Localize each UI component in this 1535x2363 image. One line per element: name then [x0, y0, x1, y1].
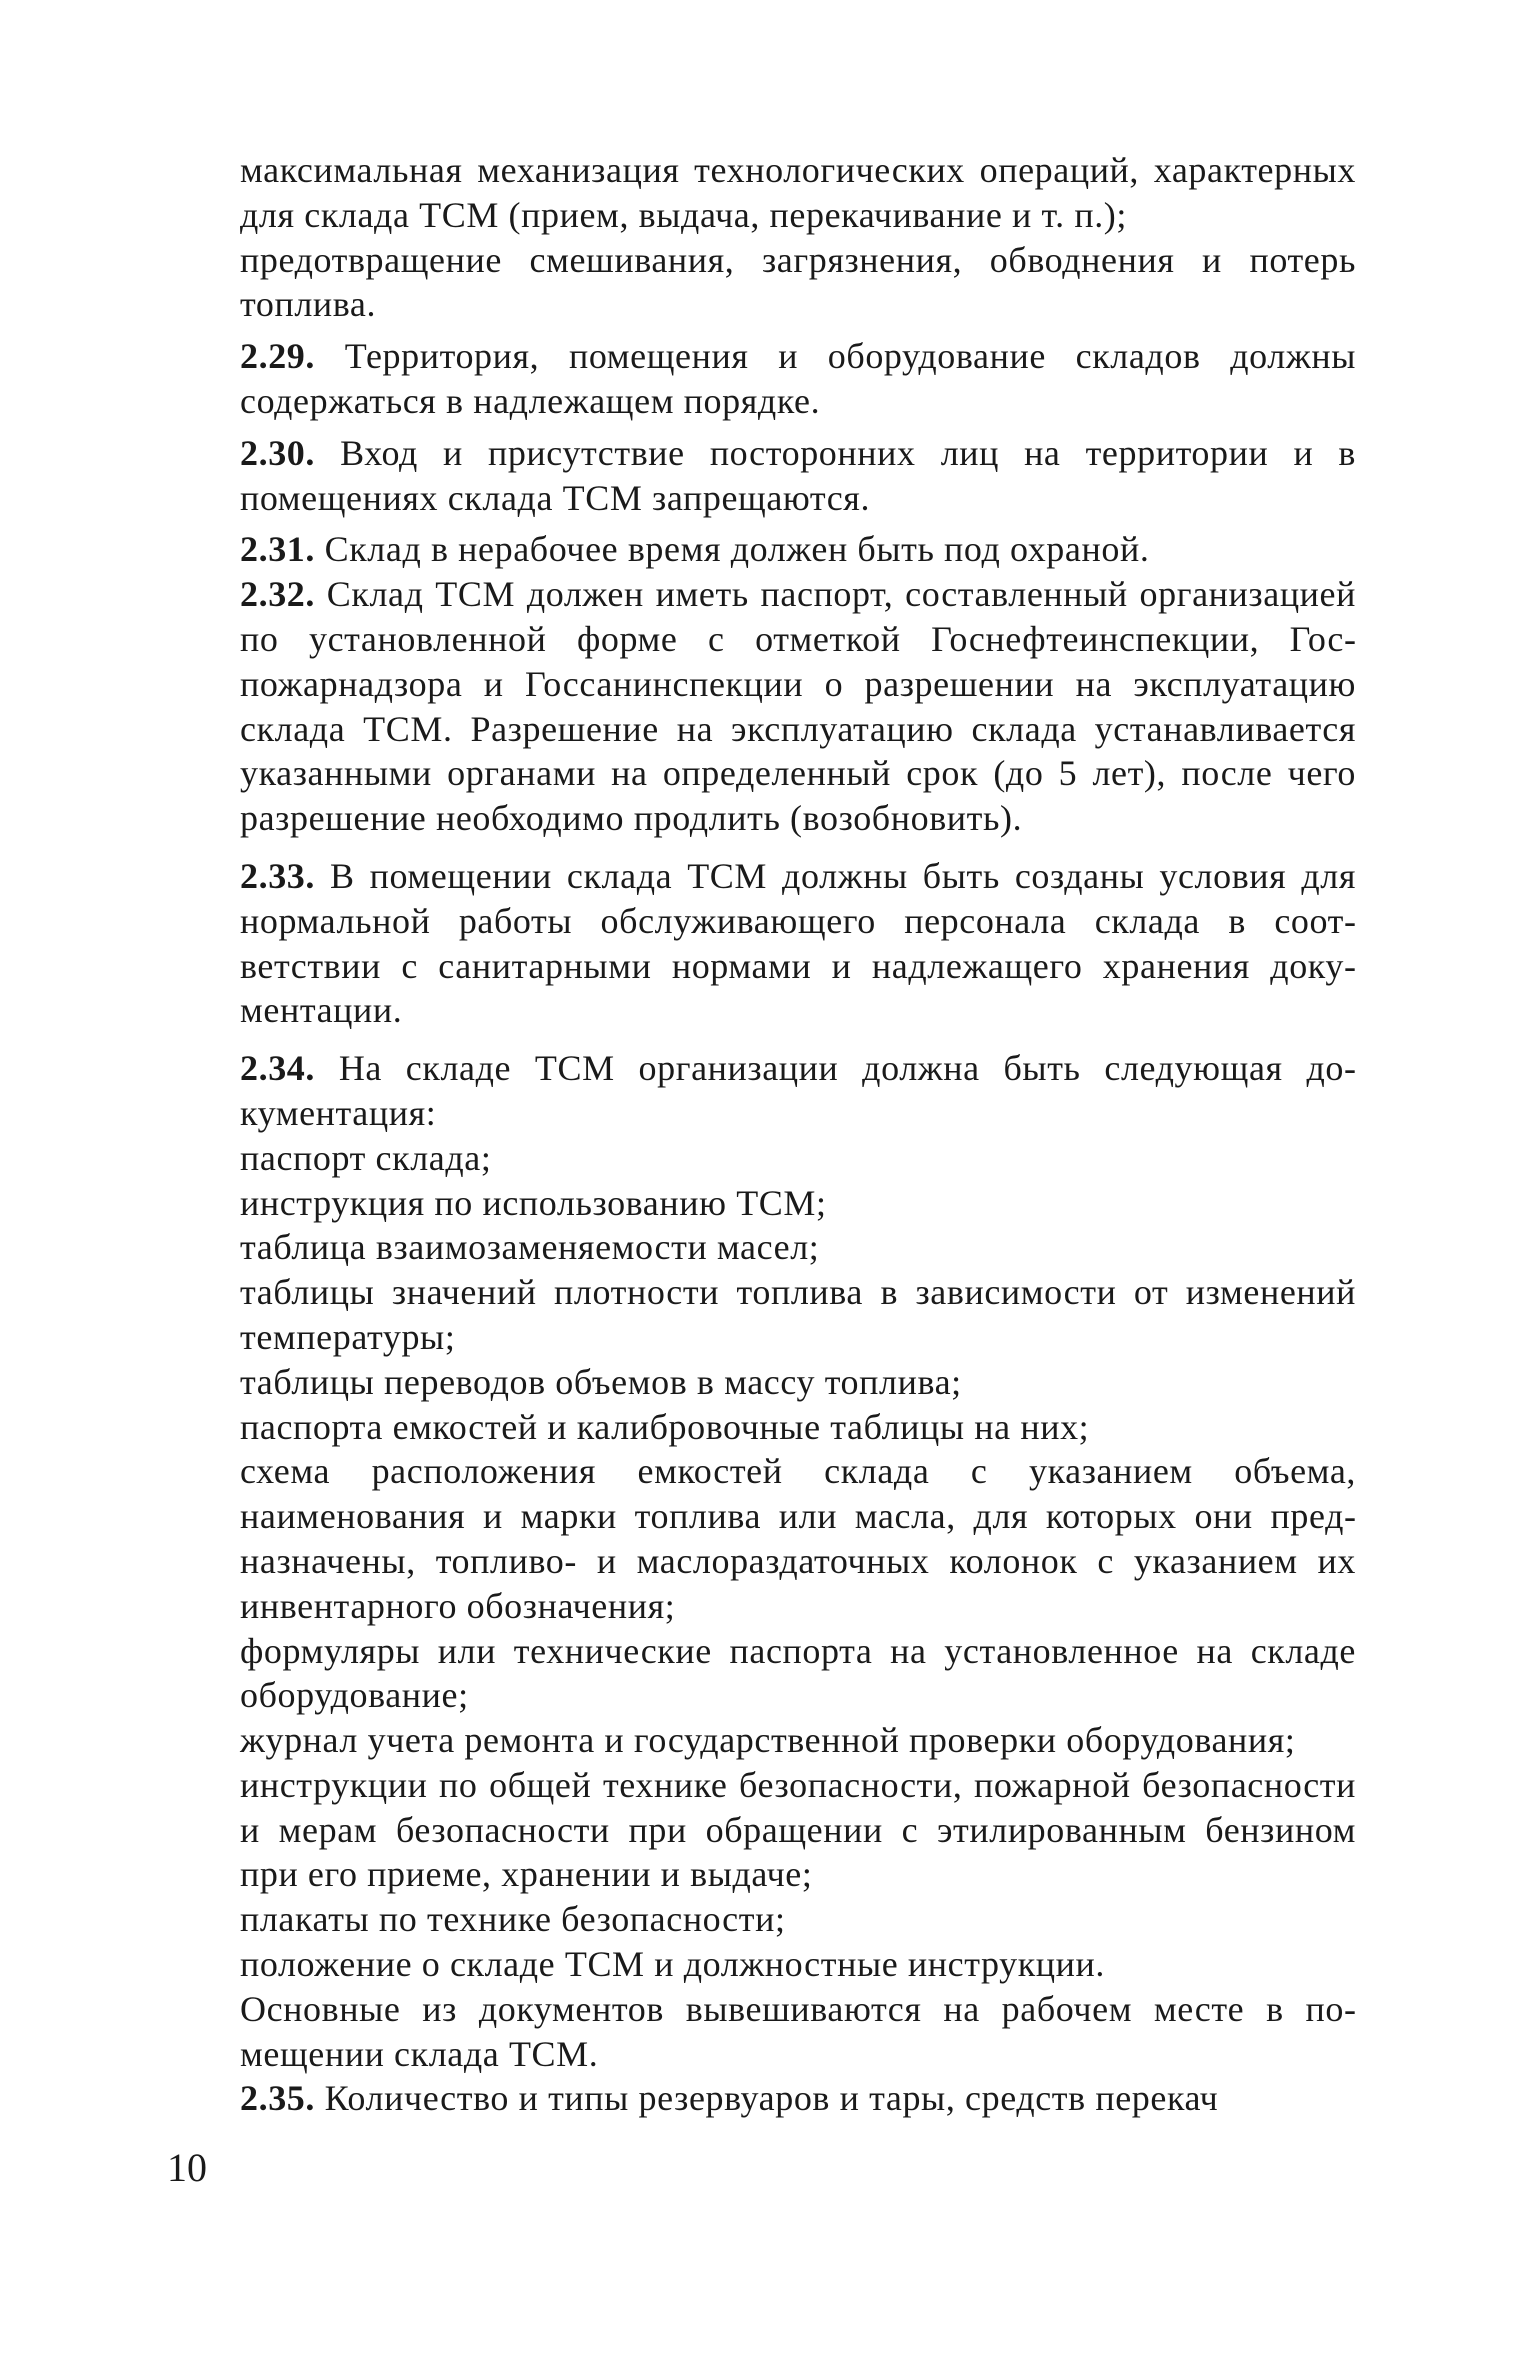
clause-text: Территория, помещения и оборудование складов должны содержаться в надлежащем порядке.	[240, 336, 1356, 421]
list-item: таблицы переводов объемов в массу топлива;	[240, 1361, 962, 1402]
list-item: паспорта емкостей и калибровочные таблицы на них;	[240, 1406, 1090, 1447]
paragraph-goal-prevention	[240, 238, 1356, 328]
clause-2-31	[240, 527, 1356, 572]
list-item: журнал учета ремонта и государственной проверки оборудования;	[240, 1720, 1296, 1761]
list-item: инструкции по общей технике безопасности, пожарной безопасности и мерам безопасности при обращении с этилированным бензином при его приеме, хранении и выдаче;	[240, 1764, 1356, 1895]
list-item: паспорт склада;	[240, 1137, 492, 1178]
clause-2-35	[240, 2076, 1356, 2121]
clause-text: Количество и типы резервуаров и тары, средств перекач	[324, 2078, 1219, 2119]
clause-number: 2.35.	[240, 2078, 315, 2119]
paragraph-text: Основные из документов вывешиваются на рабочем месте в помещении склада ТСМ.	[240, 1988, 1356, 2074]
documentation-list	[240, 1136, 1356, 1987]
list-item: схема расположения емкостей склада с указанием объема, наименования и марки топлива или масла, для которых они предназначены, топливо- и маслораздаточных колонок с указанием их инвентарного обозначения;	[240, 1451, 1356, 1626]
clause-2-29	[240, 334, 1356, 424]
paragraph-text: предотвращение смешивания, загрязнения, обводнения и потерь топлива.	[240, 239, 1356, 325]
clause-text: Склад ТСМ должен иметь паспорт, составленный организацией по установленной форме с отметкой Госнефтеинспекции, Госпожарнадзора и Госсанинспекции о разрешении на эксплуатацию склада ТСМ. Разрешение на эксплуатацию склада устанавливается указанными органами на определенный срок (до 5 лет), после чего разрешение необходимо продлить (возобновить).	[240, 574, 1356, 839]
clause-text: Вход и присутствие посторонних лиц на территории и в помещениях склада ТСМ запрещаются.	[240, 432, 1356, 518]
list-item: таблица взаимозаменяемости масел;	[240, 1227, 820, 1268]
paragraph-closing	[240, 1987, 1356, 2077]
list-item: инструкция по использованию ТСМ;	[240, 1182, 827, 1223]
clause-text: В помещении склада ТСМ должны быть созданы условия для нормальной работы обслуживающего персонала склада в соответствии с санитарными нормами и надлежащего хранения документации.	[240, 855, 1356, 1031]
clause-number: 2.33.	[240, 855, 315, 896]
clause-number: 2.34.	[240, 1048, 315, 1089]
page-body	[240, 148, 1356, 2121]
paragraph-text: максимальная механизация технологических операций, характерных для склада ТСМ (прием, выдача, перекачивание и т. п.);	[240, 150, 1356, 235]
list-item: формуляры или технические паспорта на установленное на складе оборудование;	[240, 1630, 1356, 1716]
clause-number: 2.31.	[240, 529, 315, 570]
clause-number: 2.32.	[240, 574, 315, 615]
list-item: таблицы значений плотности топлива в зависимости от изменений температуры;	[240, 1272, 1356, 1357]
clause-text: На складе ТСМ организации должна быть следующая документация:	[240, 1048, 1356, 1133]
clause-2-32	[240, 572, 1356, 841]
clause-text: Склад в нерабочее время должен быть под охраной.	[324, 529, 1150, 570]
paragraph-goal-mechanization	[240, 148, 1356, 238]
clause-2-33	[240, 854, 1356, 1033]
list-item: плакаты по технике безопасности;	[240, 1899, 786, 1940]
clause-2-30	[240, 431, 1356, 521]
clause-number: 2.30.	[240, 432, 315, 473]
page-number: 10	[167, 2145, 207, 2190]
list-item: положение о складе ТСМ и должностные инструкции.	[240, 1944, 1106, 1985]
clause-2-34	[240, 1046, 1356, 1136]
clause-number: 2.29.	[240, 336, 315, 377]
